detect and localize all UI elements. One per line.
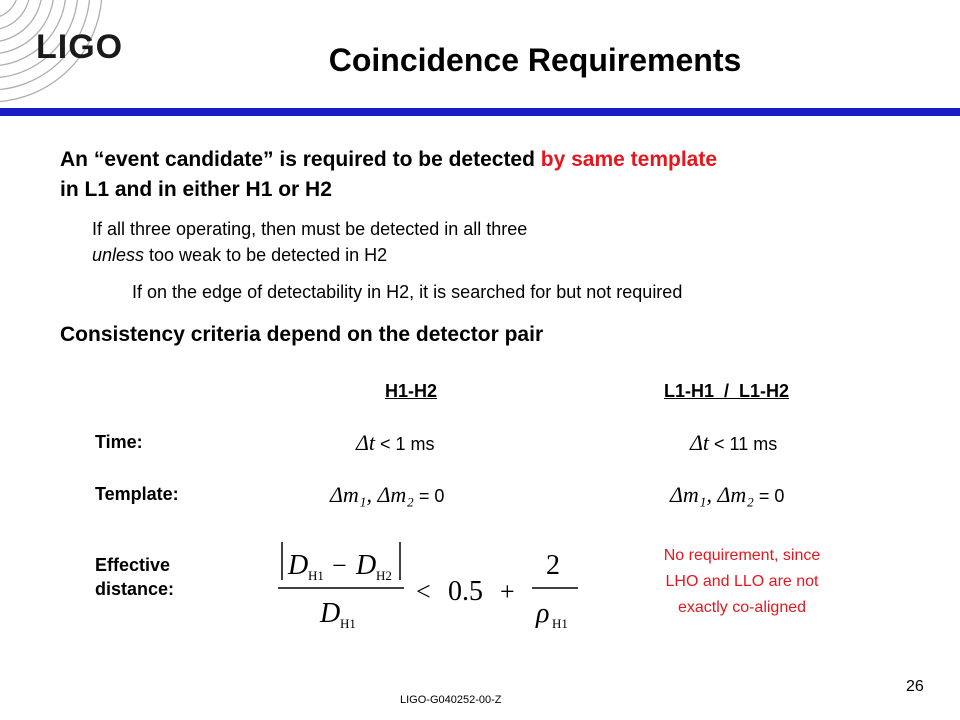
- delta-t-symbol: Δt: [690, 430, 710, 455]
- eff-label-line1: Effective: [95, 555, 171, 575]
- time-h1h2-cell: [356, 430, 435, 456]
- d-symbol: D: [320, 598, 341, 629]
- p1-highlight: by same template: [540, 148, 718, 171]
- column-header-l1h1: L1-H1 / L1-H2: [664, 381, 790, 401]
- sub-h1: H1: [308, 568, 324, 583]
- sub-h1: H1: [552, 616, 568, 631]
- less-than: <: [416, 577, 431, 606]
- p2-unless: unless: [92, 245, 145, 265]
- p2-line1: If all three operating, then must be detected in all three: [92, 219, 528, 239]
- time-row-label: Time:: [95, 432, 143, 452]
- effective-distance-formula: [270, 530, 590, 640]
- constant-half: 0.5: [448, 576, 483, 607]
- delta-t-symbol: Δt: [356, 430, 376, 455]
- p1-text-a: An “event candidate” is required to be detected: [60, 148, 541, 171]
- minus-sign: −: [332, 551, 347, 580]
- no-req-line1: No requirement, since: [663, 547, 821, 564]
- numerator-two: 2: [546, 550, 560, 581]
- title-divider: [0, 108, 960, 116]
- d-symbol: D: [288, 550, 309, 581]
- delta-m-symbols: Δm₁, Δm₂: [330, 482, 414, 507]
- time-l1h1-value: < 11 ms: [709, 434, 778, 454]
- page-title: Coincidence Requirements: [328, 42, 742, 78]
- sub-h1: H1: [340, 616, 356, 631]
- p1-text-b: in L1 and in either H1 or H2: [60, 178, 332, 201]
- time-l1h1-cell: [690, 430, 777, 456]
- consistency-paragraph: Consistency criteria depend on the detector pair: [60, 323, 544, 346]
- template-h1h2-cell: [330, 482, 444, 508]
- no-req-line2: LHO and LLO are not: [665, 573, 819, 590]
- ligo-logo: LIGO: [36, 28, 124, 66]
- template-row-label: Template:: [95, 484, 179, 504]
- no-req-line3: exactly co-aligned: [677, 599, 807, 616]
- template-l1h1-value: = 0: [753, 486, 785, 506]
- document-id: LIGO-G040252-00-Z: [400, 694, 502, 706]
- plus-sign: +: [500, 577, 515, 606]
- effective-distance-label: [95, 553, 174, 601]
- d-symbol: D: [356, 550, 377, 581]
- sub-h2: H2: [376, 568, 392, 583]
- template-h1h2-value: = 0: [413, 486, 445, 506]
- delta-m-symbols: Δm₁, Δm₂: [670, 482, 754, 507]
- rho-symbol: ρ: [536, 598, 550, 629]
- three-detectors-paragraph: [92, 216, 527, 268]
- no-requirement-note: [612, 543, 872, 621]
- time-h1h2-value: < 1 ms: [375, 434, 435, 454]
- column-header-h1h2: H1-H2: [385, 381, 438, 401]
- eff-label-line2: distance:: [95, 579, 175, 599]
- p2-line2: too weak to be detected in H2: [144, 245, 388, 265]
- page-number: 26: [906, 678, 924, 695]
- template-l1h1-cell: [670, 482, 784, 508]
- event-candidate-paragraph: [60, 145, 940, 205]
- edge-detectability-paragraph: If on the edge of detectability in H2, it is searched for but not required: [132, 282, 683, 302]
